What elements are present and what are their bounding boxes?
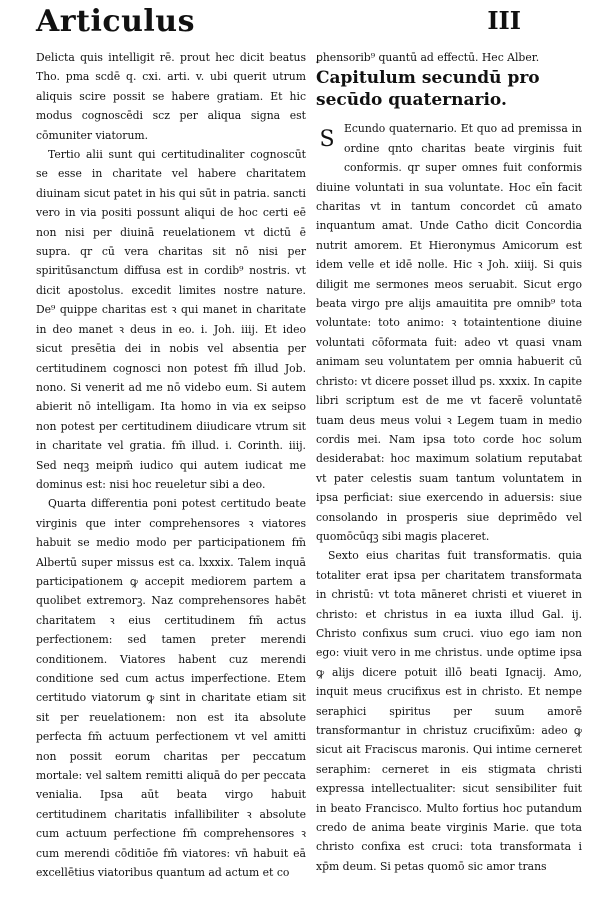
left-text-column [36, 48, 306, 882]
folio-number: III [487, 6, 521, 35]
continuation-line: ꝑhensorib⁹ quantū ad effectū. Hec Alber. [316, 51, 540, 64]
paragraph: Ecundo quaternario. Et quo ad premissa in ordine qnto charitas beate virginis fuit conformis. qr super omnes fuit conformis diuine voluntati in sua voluntate. Hoc eīn facit charitas vt in tantum concordet cū amato inquantum amat. Unde Catho dicit Concordia nutrit amorem. Et Hieronymus Amicorum est idem velle et idē nolle. Hic ꝛ Joh. xiiij. Si quis diligit me sermones meos seruabit. Sicut ergo beata virgo pre alijs amauitita pre omnib⁹ tota voluntate: toto animo: ꝛ totaintentione diuine voluntati cōformata fuit: adeo vt quasi vnam animam seu voluntatem per omnia habuerit cū christo: vt dicere posset illud ps. xxxix. In capite libri scriptum est de me vt facerē voluntatē tuam deus meus volui ꝛ Legem tuam in medio cordis mei. Nam ipsa toto corde hoc solum desiderabat: hoc maximum solatium reputabat vt pater celestis suam tantum voluntatem in ipsa perficiat: siue exercendo in aduersis: siue consolando in prosperis siue deprimēdo vel quomōcūqꝫ sibi magis placeret. [316, 122, 582, 543]
chapter-heading: Capitulum secundū pro secūdo quaternario. [316, 68, 540, 111]
right-text-column [316, 48, 582, 876]
running-head-title: Articulus [36, 4, 196, 39]
paragraph: Delicta quis intelligit rē. prout hec dicit beatus Tho. pma scdē q. cxi. arti. v. ubi querit utrum aliquis scire possit se habere gratiam. Et hic modus cognoscēdi scz per aliqua signa est cōmuniter viatorum. [36, 51, 306, 142]
running-head [36, 4, 567, 44]
initial-letter: S [319, 127, 335, 153]
paragraph: Quarta differentia poni potest certitudo beate virginis que inter comprehensores ꝛ viatores habuit se medio modo per participationem fm̄ Albertū super missus est ca. lxxxix. Talem inquā participationem ꝙ accepit mediorem partem a quolibet extremorꝫ. Naz comprehensores habēt charitatem ꝛ eius certitudinem fm̄ actus perfectionem: sed tamen preter merendi conditionem. Viatores habent cuz merendi conditione sed cum actus imperfectione. Etem certitudo viatorum ꝙ sint in charitate etiam sit sit per reuelationem: non est ita absolute perfecta fm̄ actuum perfectionem vt vel amitti non possit eorum charitas per peccatum mortale: vel saltem remitti aliquā do per peccata venialia. Ipsa aūt beata virgo habuit certitudinem charitatis infallibiliter ꝛ absolute cum actuum perfectione fm̄ comprehensores ꝛ cum merendi cōditiōe fm̄ viatores: vn̄ habuit eā excellētius viatoribus quantum ad actum et co [36, 497, 306, 880]
paragraph: Tertio alii sunt qui certitudinaliter cognoscūt se esse in charitate vel habere charitatem diuinam sicut patet in his qui sūt in patria. sancti vero in via positi possunt aliqui de hoc certi eē non nisi per diuinā reuelationem vt dictū ē supra. qr cū vera charitas sit nō nisi per spiritūsanctum diffusa est in cordib⁹ nostris. vt dicit apostolus. excedit limites nostre nature. De⁹ quippe charitas est ꝛ qui manet in charitate in deo manet ꝛ deus in eo. i. Joh. iiij. Et ideo sicut presētia dei in nobis vel absentia per certitudinem cognosci non potest fm̄ illud Job. nono. Si venerit ad me nō videbo eum. Si autem abierit nō intelligam. Ita homo in via ex seipso non potest per certitudinem diiudicare vtrum sit in charitate vel gratia. fm̄ illud. i. Corinth. iiij. Sed neqꝫ meipm̄ iudico qui autem iudicat me dominus est: nisi hoc reueletur sibi a deo. [36, 148, 306, 491]
paragraph: Sexto eius charitas fuit transformatis. quia totaliter erat ipsa per charitatem transformata in christū: vt tota māneret christi et viueret in christo: et christus in ea iuxta illud Gal. ij. Christo confixus sum cruci. viuo ego iam non ego: viuit vero in me christus. unde optime ipsa ꝙ alijs dicere potuit illō beati Ignacij. Amo, inquit meus crucifixus est in christo. Et nempe seraphici spiritus per suum amorē transformantur in christuz crucifixūm: adeo ꝙ sicut ait Fraciscus maronis. Qui intime cerneret seraphim: cerneret in eis stigmata christi expressa intellectualiter: sicut sensibiliter fuit in beato Francisco. Multo fortius hoc putandum credo de anima beate virginis Marie. que tota christo confixa est cruci: tota transformata i xp̄m deum. Si petas quomō sic amor trans [316, 549, 582, 873]
